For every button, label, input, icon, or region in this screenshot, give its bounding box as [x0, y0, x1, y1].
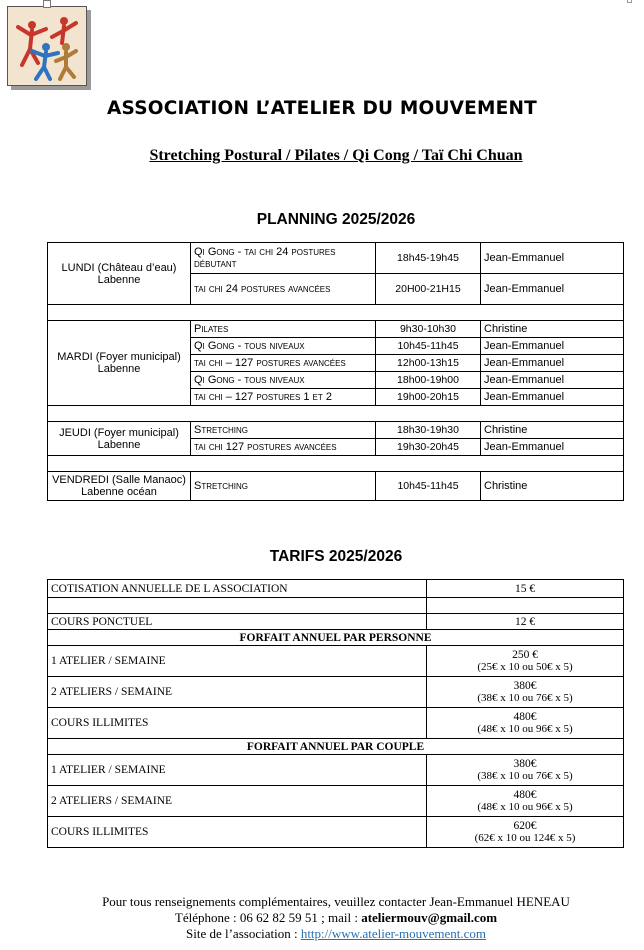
tarif-detail: (48€ x 10 ou 96€ x 5) [477, 723, 573, 735]
section-header-row [48, 739, 624, 755]
section-header-row [48, 630, 624, 646]
tarif-price-cell [427, 786, 624, 817]
tarif-price: 480€ [513, 789, 537, 801]
tarif-label: 1 ATELIER / SEMAINE [48, 646, 427, 677]
tarif-label: 2 ATELIERS / SEMAINE [48, 786, 427, 817]
time-cell: 10h45-11h45 [376, 472, 481, 501]
tarif-label: COTISATION ANNUELLE DE L ASSOCIATION [48, 580, 427, 598]
course-cell: tai chi – 127 postures avancées [191, 355, 376, 372]
tarif-price-cell [427, 755, 624, 786]
tarif-label: 1 ATELIER / SEMAINE [48, 755, 427, 786]
tarif-price-cell [427, 817, 624, 848]
time-cell: 19h00-20h15 [376, 389, 481, 406]
table-row [48, 614, 624, 630]
table-row [48, 708, 624, 739]
instructor-cell: Jean-Emmanuel [481, 355, 624, 372]
website-line [0, 926, 644, 942]
table-row [48, 786, 624, 817]
course-cell: tai chi – 127 postures 1 et 2 [191, 389, 376, 406]
instructor-cell: Jean-Emmanuel [481, 372, 624, 389]
table-row [48, 472, 624, 501]
instructor-cell: Jean-Emmanuel [481, 338, 624, 355]
table-row [48, 646, 624, 677]
logo-image [7, 6, 87, 86]
time-cell: 18h30-19h30 [376, 422, 481, 439]
dancing-figures-icon [8, 7, 86, 85]
course-cell: Pilates [191, 321, 376, 338]
day-cell: JEUDI (Foyer municipal) Labenne [48, 422, 191, 456]
tarif-price: 480€ [513, 711, 537, 723]
instructor-cell: Jean-Emmanuel [481, 274, 624, 305]
table-row [48, 817, 624, 848]
instructor-cell: Jean-Emmanuel [481, 389, 624, 406]
table-row [48, 755, 624, 786]
association-logo [7, 6, 87, 86]
course-cell: Qi Gong - tai chi 24 postures débutant [191, 243, 376, 274]
contact-line: Pour tous renseignements complémentaires, veuillez contacter Jean-Emmanuel HENEAU [102, 894, 570, 909]
tarif-price-cell [427, 677, 624, 708]
phone-text: Téléphone : 06 62 82 59 51 ; mail : [174, 910, 362, 925]
tarif-price: 380€ [513, 680, 537, 692]
time-cell: 19h30-20h45 [376, 439, 481, 456]
tarif-price: 380€ [513, 758, 537, 770]
instructor-cell: Christine [481, 472, 624, 501]
instructor-cell: Jean-Emmanuel [481, 439, 624, 456]
tarif-detail: (48€ x 10 ou 96€ x 5) [477, 801, 573, 813]
disciplines-subtitle: Stretching Postural / Pilates / Qi Cong / Taï Chi Chuan [149, 147, 523, 164]
selection-handle[interactable] [43, 0, 51, 8]
instructor-cell: Jean-Emmanuel [481, 243, 624, 274]
tarif-price: 250 € [512, 649, 538, 661]
table-row [48, 422, 624, 439]
course-cell: Stretching [191, 422, 376, 439]
table-row [48, 677, 624, 708]
email-link[interactable]: ateliermouv@gmail.com [361, 910, 498, 925]
time-cell: 18h00-19h00 [376, 372, 481, 389]
tarif-detail: (38€ x 10 ou 76€ x 5) [477, 770, 573, 782]
time-cell: 20H00-21H15 [376, 274, 481, 305]
course-cell: Qi Gong - tous niveaux [191, 338, 376, 355]
association-title: ASSOCIATION L’ATELIER DU MOUVEMENT [107, 98, 537, 119]
time-cell: 9h30-10h30 [376, 321, 481, 338]
planning-heading: PLANNING 2025/2026 [256, 211, 416, 228]
tarif-detail: (25€ x 10 ou 50€ x 5) [477, 661, 573, 673]
time-cell: 12h00-13h15 [376, 355, 481, 372]
phone-mail-line [0, 910, 644, 926]
course-cell: tai chi 24 postures avancées [191, 274, 376, 305]
table-row [48, 580, 624, 598]
tarifs-heading: TARIFS 2025/2026 [269, 548, 403, 565]
day-cell: LUNDI (Château d’eau) Labenne [48, 243, 191, 305]
table-row [48, 243, 624, 274]
instructor-cell: Christine [481, 321, 624, 338]
contact-footer [0, 894, 644, 942]
forfait-couple-heading: FORFAIT ANNUEL PAR COUPLE [48, 739, 624, 755]
spacer-row [48, 406, 624, 422]
day-cell: VENDREDI (Salle Manaoc) Labenne océan [48, 472, 191, 501]
forfait-personne-heading: FORFAIT ANNUEL PAR PERSONNE [48, 630, 624, 646]
time-cell: 18h45-19h45 [376, 243, 481, 274]
website-link[interactable]: http://www.atelier-mouvement.com [300, 926, 486, 941]
tarif-price: 15 € [427, 580, 624, 598]
planning-table [47, 242, 624, 501]
tarif-price: 620€ [513, 820, 537, 832]
tarif-detail: (62€ x 10 ou 124€ x 5) [474, 832, 576, 844]
page-corner-mark [627, 0, 632, 3]
spacer-row [48, 456, 624, 472]
tarif-price-cell [427, 708, 624, 739]
course-cell: tai chi 127 postures avancées [191, 439, 376, 456]
spacer-row [48, 598, 624, 614]
tarif-label: 2 ATELIERS / SEMAINE [48, 677, 427, 708]
course-cell: Stretching [191, 472, 376, 501]
tarif-detail: (38€ x 10 ou 76€ x 5) [477, 692, 573, 704]
tarifs-table [47, 579, 624, 848]
table-row [48, 321, 624, 338]
day-cell: MARDI (Foyer municipal) Labenne [48, 321, 191, 406]
spacer-row [48, 305, 624, 321]
website-prefix: Site de l’association : [186, 926, 301, 941]
time-cell: 10h45-11h45 [376, 338, 481, 355]
tarif-price-cell [427, 646, 624, 677]
instructor-cell: Christine [481, 422, 624, 439]
tarif-label: COURS ILLIMITES [48, 708, 427, 739]
tarif-label: COURS ILLIMITES [48, 817, 427, 848]
tarif-label: COURS PONCTUEL [48, 614, 427, 630]
course-cell: Qi Gong - tous niveaux [191, 372, 376, 389]
tarif-price: 12 € [427, 614, 624, 630]
